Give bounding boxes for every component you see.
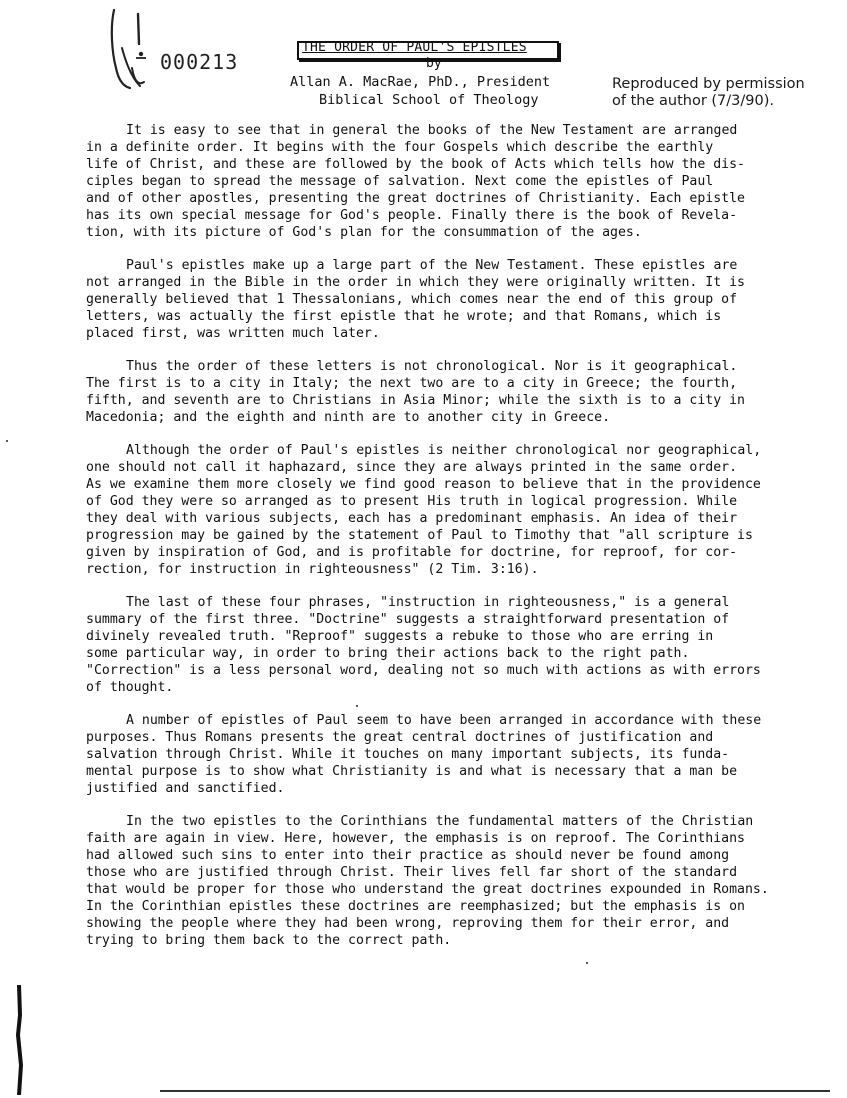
paragraph-2: Paul's epistles make up a large part of the New Testament. These epistles are not arranged in the Bible in the order in which they were originally written. It is generally believed that 1 Thessalonians, which comes near the end of this group of letters, was actually the first epistle that he wrote; and that Romans, which is placed first, was written much later. — [86, 258, 745, 341]
paragraph-7: In the two epistles to the Corinthians the fundamental matters of the Christian faith are again in view. Here, however, the emphasis is on reproof. The Corinthians had allowed such sins to enter into their practice as should never be found among those who are justified through Christ. Their lives fell far short of the standard that would be proper for those who understand the great doctrines expounded in Romans. In the Corinthian epistles these doctrines are reemphasized; but the emphasis is on showing the people where they had been wrong, reproving them for their error, and trying to bring them back to the correct path. — [86, 814, 769, 948]
page-title: THE ORDER OF PAUL'S EPISTLES — [302, 40, 527, 55]
body-text — [86, 122, 816, 965]
institution-line: Biblical School of Theology — [319, 92, 539, 108]
scan-speck — [6, 440, 8, 442]
paragraph-4: Although the order of Paul's epistles is neither chronological nor geographical, one should not call it haphazard, since they are always printed in the same order. As we examine them more closely we find good reason to believe that in the providence of God they were so arranged as to present His truth in logical progression. While they deal with various subjects, each has a predominant emphasis. An idea of their progression may be gained by the statement of Paul to Timothy that "all scripture is given by inspiration of God, and is profitable for doctrine, for reproof, for cor- rection, for instruction in righteousness" (2 Tim. 3:16). — [86, 443, 762, 577]
scan-speck — [356, 705, 358, 707]
permission-line-2: of the author (7/3/90). — [612, 93, 774, 109]
paragraph-6: A number of epistles of Paul seem to have been arranged in accordance with these purposes. Thus Romans presents the great central doctrines of justification and salvation through Christ. While it touches on many important subjects, its funda- mental purpose is to show what Christianity is and what is necessary that a man be justified and sanctified. — [86, 713, 762, 796]
paragraph-3: Thus the order of these letters is not chronological. Nor is it geographical. The first is to a city in Italy; the next two are to a city in Greece; the fourth, fifth, and seventh are to Christians in Asia Minor; while the sixth is to a city in Macedonia; and the eighth and ninth are to another city in Greece. — [86, 359, 745, 425]
archive-number: 000213 — [160, 50, 239, 74]
permission-note — [612, 76, 805, 110]
permission-line-1: Reproduced by permission — [612, 76, 805, 92]
scan-edge-artifact — [16, 985, 24, 1095]
author-line: Allan A. MacRae, PhD., President — [290, 74, 551, 90]
paragraph-5: The last of these four phrases, "instruction in righteousness," is a general summary of the first three. "Doctrine" suggests a straightforward presentation of divinely revealed truth. "Reproof" suggests a rebuke to those who are erring in some particular way, in order to bring their actions back to the right path. "Correction" is a less personal word, dealing not so much with actions as with errors of thought. — [86, 595, 761, 695]
scan-speck — [586, 962, 588, 964]
paragraph-1: It is easy to see that in general the books of the New Testament are arranged in a definite order. It begins with the four Gospels which describe the earthly life of Christ, and these are followed by the book of Acts which tells how the dis- ciples began to spread the message of salvation. Next come the epistles of Paul and of other apostles, presenting the great doctrines of Christianity. Each epistle has its own special message for God's people. Finally there is the book of Revela- tion, with its picture of God's plan for the consummation of the ages. — [86, 123, 745, 240]
scan-bottom-line — [160, 1090, 830, 1092]
byline-by: by — [426, 56, 442, 71]
